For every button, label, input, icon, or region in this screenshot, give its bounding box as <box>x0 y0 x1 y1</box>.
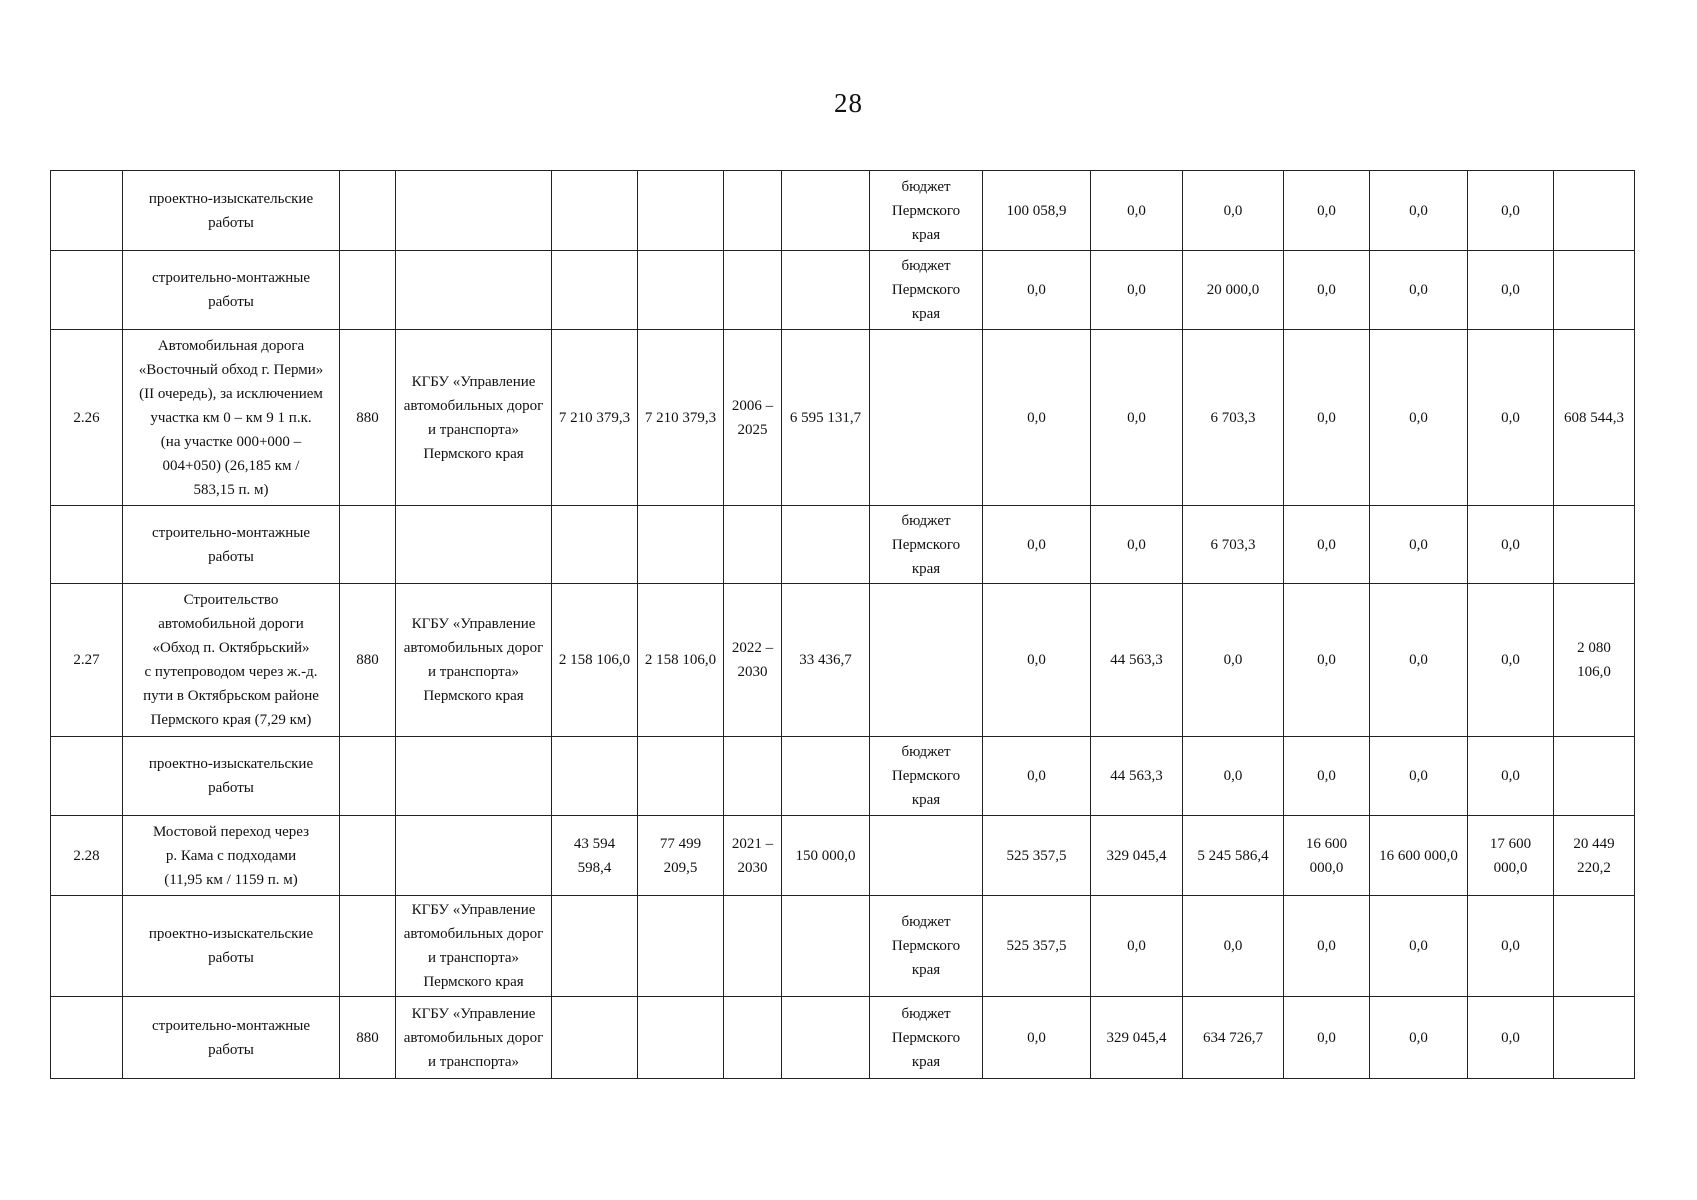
cell-name: строительно-монтажные работы <box>123 251 340 330</box>
cell-customer <box>396 816 552 896</box>
cell-period <box>724 997 782 1079</box>
cell-year-5: 0,0 <box>1370 896 1468 997</box>
cell-customer <box>396 171 552 251</box>
cell-year-4: 0,0 <box>1284 997 1370 1079</box>
cell-source <box>870 330 983 506</box>
cell-year-2: 0,0 <box>1091 171 1183 251</box>
cell-cost-remaining: 77 499 209,5 <box>638 816 724 896</box>
cell-code <box>340 506 396 584</box>
cell-year-1: 0,0 <box>983 584 1091 737</box>
cell-code <box>340 816 396 896</box>
cell-name: проектно-изыскательские работы <box>123 737 340 816</box>
cell-cost-total <box>552 997 638 1079</box>
cell-after <box>1554 506 1635 584</box>
cell-period: 2021 – 2030 <box>724 816 782 896</box>
cell-year-2: 0,0 <box>1091 330 1183 506</box>
cell-year-6: 0,0 <box>1468 737 1554 816</box>
cell-spent <box>782 997 870 1079</box>
cell-year-2: 329 045,4 <box>1091 997 1183 1079</box>
cell-source: бюджет Пермского края <box>870 997 983 1079</box>
cell-num <box>51 506 123 584</box>
cell-year-6: 0,0 <box>1468 997 1554 1079</box>
cell-cost-total: 7 210 379,3 <box>552 330 638 506</box>
cell-code <box>340 251 396 330</box>
cell-year-4: 0,0 <box>1284 737 1370 816</box>
cell-year-6: 0,0 <box>1468 506 1554 584</box>
cell-source: бюджет Пермского края <box>870 737 983 816</box>
cell-name: Строительство автомобильной дороги «Обход п. Октябрьский» с путепроводом через ж.-д. пути в Октябрьском районе Пермского края (7,29 км) <box>123 584 340 737</box>
cell-year-2: 0,0 <box>1091 251 1183 330</box>
cell-num <box>51 251 123 330</box>
cell-year-1: 0,0 <box>983 997 1091 1079</box>
cell-year-1: 0,0 <box>983 506 1091 584</box>
cell-num <box>51 997 123 1079</box>
cell-year-6: 17 600 000,0 <box>1468 816 1554 896</box>
cell-name: Мостовой переход через р. Кама с подходами (11,95 км / 1159 п. м) <box>123 816 340 896</box>
cell-cost-remaining <box>638 737 724 816</box>
cell-code: 880 <box>340 584 396 737</box>
cell-source <box>870 584 983 737</box>
page-number: 28 <box>834 88 863 118</box>
cell-after <box>1554 896 1635 997</box>
cell-after <box>1554 737 1635 816</box>
cell-cost-remaining: 7 210 379,3 <box>638 330 724 506</box>
cell-num: 2.27 <box>51 584 123 737</box>
cell-num <box>51 171 123 251</box>
cell-customer <box>396 251 552 330</box>
cell-year-4: 0,0 <box>1284 171 1370 251</box>
cell-year-5: 0,0 <box>1370 330 1468 506</box>
cell-after: 20 449 220,2 <box>1554 816 1635 896</box>
cell-after <box>1554 997 1635 1079</box>
cell-year-3: 634 726,7 <box>1183 997 1284 1079</box>
cell-year-6: 0,0 <box>1468 330 1554 506</box>
cell-spent <box>782 251 870 330</box>
table-row <box>51 737 1635 816</box>
cell-name: строительно-монтажные работы <box>123 997 340 1079</box>
cell-cost-total <box>552 737 638 816</box>
cell-name: строительно-монтажные работы <box>123 506 340 584</box>
cell-year-3: 0,0 <box>1183 171 1284 251</box>
cell-name: Автомобильная дорога «Восточный обход г. Перми» (II очередь), за исключением участка км 0 – км 9 1 п.к. (на участке 000+000 – 004+050) (26,185 км / 583,15 п. м) <box>123 330 340 506</box>
cell-source: бюджет Пермского края <box>870 896 983 997</box>
cell-year-3: 0,0 <box>1183 896 1284 997</box>
cell-year-1: 525 357,5 <box>983 816 1091 896</box>
cell-spent <box>782 896 870 997</box>
cell-cost-remaining <box>638 997 724 1079</box>
cell-code <box>340 171 396 251</box>
table-row <box>51 251 1635 330</box>
cell-period <box>724 896 782 997</box>
cell-year-1: 100 058,9 <box>983 171 1091 251</box>
cell-year-4: 16 600 000,0 <box>1284 816 1370 896</box>
table-row <box>51 330 1635 506</box>
cell-year-4: 0,0 <box>1284 506 1370 584</box>
cell-customer: КГБУ «Управление автомобильных дорог и транспорта» Пермского края <box>396 330 552 506</box>
table-row <box>51 584 1635 737</box>
cell-spent <box>782 171 870 251</box>
cell-cost-total: 2 158 106,0 <box>552 584 638 737</box>
cell-code: 880 <box>340 997 396 1079</box>
cell-cost-remaining <box>638 896 724 997</box>
cell-year-6: 0,0 <box>1468 584 1554 737</box>
cell-year-6: 0,0 <box>1468 251 1554 330</box>
cell-period <box>724 506 782 584</box>
cell-after <box>1554 251 1635 330</box>
cell-spent: 6 595 131,7 <box>782 330 870 506</box>
cell-source: бюджет Пермского края <box>870 251 983 330</box>
cell-after: 2 080 106,0 <box>1554 584 1635 737</box>
cell-year-2: 0,0 <box>1091 896 1183 997</box>
cell-year-3: 20 000,0 <box>1183 251 1284 330</box>
cell-customer <box>396 506 552 584</box>
cell-year-3: 0,0 <box>1183 584 1284 737</box>
cell-year-1: 525 357,5 <box>983 896 1091 997</box>
cell-code: 880 <box>340 330 396 506</box>
cell-year-5: 16 600 000,0 <box>1370 816 1468 896</box>
cell-source <box>870 816 983 896</box>
cell-year-5: 0,0 <box>1370 506 1468 584</box>
cell-year-2: 329 045,4 <box>1091 816 1183 896</box>
cell-year-1: 0,0 <box>983 737 1091 816</box>
cell-year-5: 0,0 <box>1370 997 1468 1079</box>
cell-year-4: 0,0 <box>1284 896 1370 997</box>
cell-year-2: 44 563,3 <box>1091 584 1183 737</box>
cell-period <box>724 171 782 251</box>
cell-year-3: 0,0 <box>1183 737 1284 816</box>
table-row <box>51 171 1635 251</box>
cell-year-4: 0,0 <box>1284 330 1370 506</box>
cell-cost-remaining <box>638 171 724 251</box>
cell-cost-remaining: 2 158 106,0 <box>638 584 724 737</box>
cell-year-3: 5 245 586,4 <box>1183 816 1284 896</box>
cell-code <box>340 737 396 816</box>
cell-period: 2022 – 2030 <box>724 584 782 737</box>
cell-name: проектно-изыскательские работы <box>123 171 340 251</box>
cell-num: 2.26 <box>51 330 123 506</box>
cell-year-5: 0,0 <box>1370 171 1468 251</box>
cell-period: 2006 – 2025 <box>724 330 782 506</box>
cell-code <box>340 896 396 997</box>
cell-year-5: 0,0 <box>1370 737 1468 816</box>
cell-after: 608 544,3 <box>1554 330 1635 506</box>
cell-period <box>724 737 782 816</box>
cell-year-4: 0,0 <box>1284 251 1370 330</box>
cell-year-5: 0,0 <box>1370 251 1468 330</box>
cell-cost-total <box>552 171 638 251</box>
table-row <box>51 816 1635 896</box>
cell-year-6: 0,0 <box>1468 896 1554 997</box>
cell-year-3: 6 703,3 <box>1183 330 1284 506</box>
cell-source: бюджет Пермского края <box>870 171 983 251</box>
cell-spent <box>782 506 870 584</box>
budget-table <box>50 170 1635 1079</box>
cell-num: 2.28 <box>51 816 123 896</box>
cell-year-1: 0,0 <box>983 330 1091 506</box>
cell-customer: КГБУ «Управление автомобильных дорог и транспорта» Пермского края <box>396 584 552 737</box>
table-row <box>51 997 1635 1079</box>
cell-year-3: 6 703,3 <box>1183 506 1284 584</box>
cell-year-2: 44 563,3 <box>1091 737 1183 816</box>
cell-cost-total <box>552 251 638 330</box>
cell-year-5: 0,0 <box>1370 584 1468 737</box>
cell-year-1: 0,0 <box>983 251 1091 330</box>
cell-customer: КГБУ «Управление автомобильных дорог и транспорта» <box>396 997 552 1079</box>
cell-year-6: 0,0 <box>1468 171 1554 251</box>
cell-cost-total: 43 594 598,4 <box>552 816 638 896</box>
cell-spent: 33 436,7 <box>782 584 870 737</box>
cell-spent: 150 000,0 <box>782 816 870 896</box>
cell-after <box>1554 171 1635 251</box>
table-row <box>51 506 1635 584</box>
cell-source: бюджет Пермского края <box>870 506 983 584</box>
cell-cost-remaining <box>638 251 724 330</box>
cell-num <box>51 896 123 997</box>
cell-num <box>51 737 123 816</box>
cell-customer <box>396 737 552 816</box>
cell-year-2: 0,0 <box>1091 506 1183 584</box>
cell-cost-total <box>552 506 638 584</box>
cell-period <box>724 251 782 330</box>
cell-year-4: 0,0 <box>1284 584 1370 737</box>
cell-name: проектно-изыскательские работы <box>123 896 340 997</box>
cell-customer: КГБУ «Управление автомобильных дорог и транспорта» Пермского края <box>396 896 552 997</box>
table-row <box>51 896 1635 997</box>
cell-spent <box>782 737 870 816</box>
cell-cost-total <box>552 896 638 997</box>
cell-cost-remaining <box>638 506 724 584</box>
